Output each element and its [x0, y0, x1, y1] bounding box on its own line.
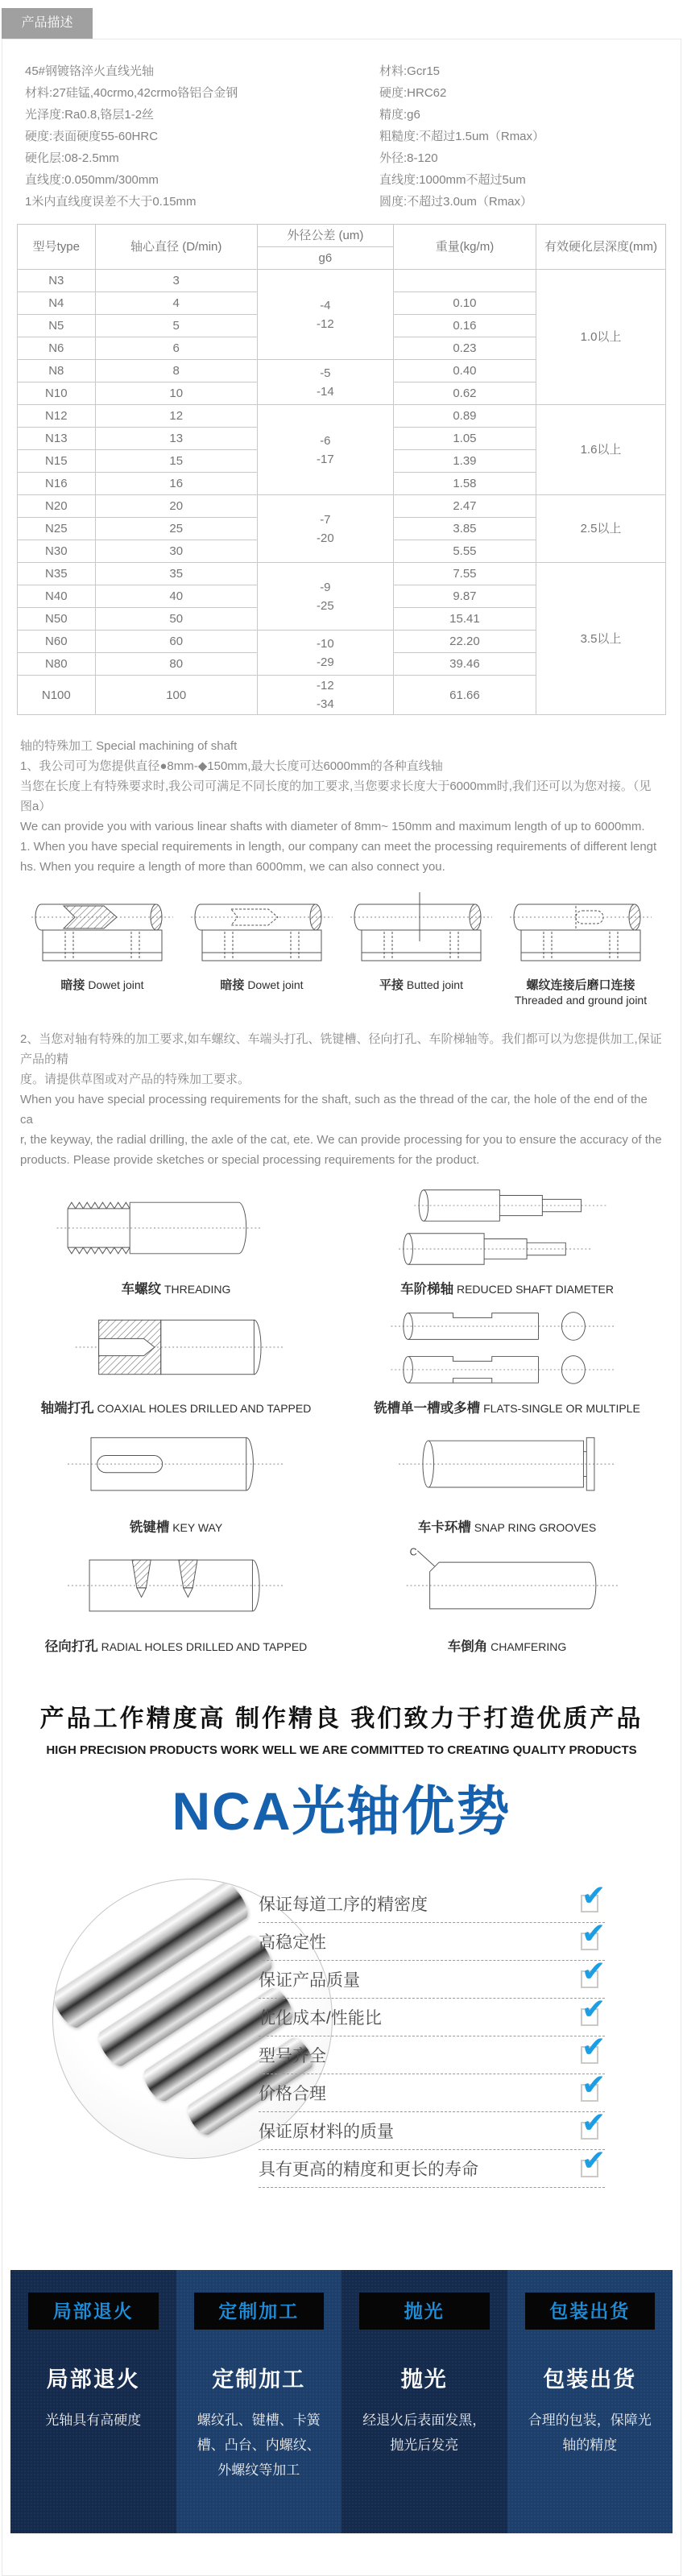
keyway-drawing	[48, 1424, 305, 1513]
joint-caption-en: Threaded and ground joint	[514, 994, 648, 1007]
content-panel	[2, 39, 681, 2576]
checkmark-icon: ✔	[582, 1992, 606, 2025]
advantage-item	[259, 1954, 606, 1999]
footer-badge: 局部退火	[28, 2293, 159, 2330]
footer-description: 经退火后表面发黑，抛光后发亮	[362, 2413, 486, 2453]
machining-caption-zh: 车倒角	[447, 1639, 488, 1654]
machining-caption-zh: 车螺纹	[121, 1282, 162, 1296]
spec-line: 硬度:HRC62	[379, 86, 447, 100]
cell-tolerance: -6 -17	[257, 405, 393, 495]
cell-diameter: 20	[95, 495, 257, 518]
cell-tolerance: -7 -20	[257, 495, 393, 563]
cell-weight: 39.46	[393, 653, 536, 676]
joint-caption-zh: 平接	[379, 978, 404, 992]
joint-diagram	[25, 890, 180, 1008]
text-line: 1、我公司可为您提供直径●8mm-◆150mm,最大长度可达6000mm的各种直线轴	[20, 759, 443, 773]
cell-model: N40	[18, 585, 96, 608]
machining-diagram	[342, 1304, 673, 1423]
cell-weight: 0.10	[393, 292, 536, 315]
machining-caption	[418, 1516, 596, 1536]
machining-caption	[400, 1278, 614, 1297]
machining-caption-en: THREADING	[164, 1283, 231, 1296]
cell-depth: 2.5以上	[536, 495, 665, 563]
machining-diagram	[342, 1542, 673, 1661]
cell-tolerance: -4 -12	[257, 270, 393, 360]
column-header: 型号type	[18, 225, 96, 270]
advantage-label: 保证每道工序的精密度	[259, 1896, 428, 1914]
text-line: r, the keyway, the radial drilling, the axle of the cat, ete. We can provide processing for you to ensure the accuracy of the	[20, 1133, 662, 1147]
checkbox-icon	[581, 2030, 606, 2064]
joint-caption	[344, 978, 499, 993]
cell-diameter: 3	[95, 270, 257, 292]
table-header-row	[18, 225, 666, 247]
cell-model: N16	[18, 473, 96, 495]
checkbox-icon	[581, 2144, 606, 2177]
checkbox-icon	[581, 2106, 606, 2140]
cell-diameter: 100	[95, 676, 257, 715]
column-subheader-g6: g6	[257, 247, 393, 270]
cell-tolerance: -12 -34	[257, 676, 393, 715]
joint-diagram	[184, 890, 339, 1008]
machining-caption-en: FLATS-SINGLE OR MULTIPLE	[483, 1402, 640, 1415]
text-line: 轴的特殊加工 Special machining of shaft	[20, 739, 238, 753]
machining-caption-en: RADIAL HOLES DRILLED AND TAPPED	[101, 1640, 308, 1653]
radial-drawing	[48, 1543, 305, 1632]
cell-weight: 1.58	[393, 473, 536, 495]
spec-line: 45#钢镀铬淬火直线光轴	[25, 64, 155, 78]
joint-caption-zh: 螺纹连接后磨口连接	[526, 978, 635, 992]
process-footer	[10, 2270, 673, 2533]
checkbox-icon	[581, 1916, 606, 1950]
stepped-drawing	[379, 1185, 636, 1275]
cell-weight: 2.47	[393, 495, 536, 518]
cell-depth: 1.6以上	[536, 405, 665, 495]
cell-diameter: 6	[95, 337, 257, 360]
footer-description: 合理的包装，保障光轴的精度	[528, 2413, 652, 2453]
machining-diagram	[10, 1423, 342, 1542]
spec-line: 材料:27硅锰,40crmo,42crmo铬铝合金钢	[25, 86, 238, 100]
advantage-item	[259, 2106, 606, 2150]
cell-weight: 1.39	[393, 450, 536, 473]
table-row	[18, 270, 666, 292]
advantage-label: 优化成本/性能比	[259, 2009, 382, 2028]
footer-description: 螺纹孔、键槽、卡簧槽、凸台、内螺纹、外螺纹等加工	[197, 2413, 321, 2478]
joint-diagram	[344, 890, 499, 1008]
text-line: 当您在长度上有特殊要求时,我公司可满足不同长度的加工要求,当您要求长度大于6000mm时,我们还可以为您对接。（见图a）	[20, 779, 652, 813]
footer-description: 光轴具有高硬度	[45, 2413, 142, 2428]
cell-model: N35	[18, 563, 96, 585]
text-line: When you have special processing requirements for the shaft, such as the thread of the car, the hole of the end of the ca	[20, 1093, 648, 1127]
checkmark-icon: ✔	[582, 2068, 606, 2101]
cell-model: N4	[18, 292, 96, 315]
machining-diagram	[342, 1185, 673, 1304]
advantage-label: 型号齐全	[259, 2047, 326, 2065]
quality-banner	[2, 1698, 681, 1757]
spec-table-body	[18, 270, 666, 715]
cell-model: N30	[18, 540, 96, 563]
cell-weight: 61.66	[393, 676, 536, 715]
footer-badge: 定制加工	[194, 2293, 325, 2330]
column-header: 有效硬化层深度(mm)	[536, 225, 665, 270]
machining-caption-en: REDUCED SHAFT DIAMETER	[456, 1283, 614, 1296]
checkmark-icon: ✔	[582, 1879, 606, 1912]
text-line: 1. When you have special requirements in length, our company can meet the processing requirements of different lengt	[20, 840, 657, 854]
machining-diagram	[10, 1185, 342, 1304]
threaded-ground-drawing	[503, 890, 658, 974]
spec-line: 1米内直线度误差不大于0.15mm	[25, 195, 197, 209]
cell-model: N60	[18, 631, 96, 653]
cell-model: N12	[18, 405, 96, 428]
threading-drawing	[48, 1185, 305, 1275]
checkmark-icon: ✔	[582, 2106, 606, 2139]
joint-caption	[25, 978, 180, 993]
footer-badge: 包装出货	[525, 2293, 656, 2330]
cell-model: N13	[18, 428, 96, 450]
cell-weight: 5.55	[393, 540, 536, 563]
machining-caption-en: COAXIAL HOLES DRILLED AND TAPPED	[97, 1402, 312, 1415]
advantage-item	[259, 1992, 606, 2036]
machining-caption	[45, 1635, 308, 1655]
joint-caption-en: Dowet joint	[88, 978, 144, 991]
dowel-dashed-drawing	[184, 890, 339, 974]
cell-diameter: 13	[95, 428, 257, 450]
flats-drawing	[379, 1305, 636, 1394]
checkmark-icon: ✔	[582, 2144, 606, 2177]
cell-diameter: 60	[95, 631, 257, 653]
machining-caption	[130, 1516, 222, 1536]
cell-model: N80	[18, 653, 96, 676]
column-header: 外径公差 (um)	[257, 225, 393, 247]
cell-weight	[393, 270, 536, 292]
checkbox-icon	[581, 2068, 606, 2102]
spec-line: 硬度:表面硬度55-60HRC	[25, 130, 159, 143]
advantage-item	[259, 2030, 606, 2074]
machining-diagram	[342, 1423, 673, 1542]
spec-line: 圆度:不超过3.0um（Rmax）	[379, 195, 533, 209]
column-header: 轴心直径 (D/min)	[95, 225, 257, 270]
checkmark-icon: ✔	[582, 2030, 606, 2063]
spec-line: 外径:8-120	[379, 151, 438, 165]
footer-badge: 抛光	[359, 2293, 490, 2330]
cell-diameter: 12	[95, 405, 257, 428]
footer-title: 抛光	[400, 2367, 448, 2392]
cell-weight: 7.55	[393, 563, 536, 585]
machining-caption-zh: 铣槽单一槽或多槽	[374, 1401, 481, 1416]
dowel-hatched-drawing	[25, 890, 180, 974]
advantage-section	[2, 1874, 681, 2220]
machining-caption	[448, 1635, 567, 1655]
cell-model: N8	[18, 360, 96, 382]
cell-diameter: 5	[95, 315, 257, 337]
cell-model: N5	[18, 315, 96, 337]
machining-caption-zh: 径向打孔	[44, 1639, 98, 1654]
cell-model: N3	[18, 270, 96, 292]
cell-diameter: 80	[95, 653, 257, 676]
spec-line: 直线度:0.050mm/300mm	[25, 173, 159, 187]
chamfer-drawing	[379, 1543, 636, 1632]
cell-diameter: 50	[95, 608, 257, 631]
cell-diameter: 16	[95, 473, 257, 495]
cell-diameter: 15	[95, 450, 257, 473]
cell-weight: 0.23	[393, 337, 536, 360]
cell-diameter: 30	[95, 540, 257, 563]
text-line: hs. When you require a length of more than 6000mm, we can also connect you.	[20, 860, 445, 874]
machining-caption-en: SNAP RING GROOVES	[474, 1521, 597, 1534]
cell-weight: 0.40	[393, 360, 536, 382]
footer-title: 定制加工	[212, 2367, 306, 2392]
advantage-item	[259, 1879, 606, 1923]
special-requirements-text	[20, 1029, 663, 1170]
cell-weight: 15.41	[393, 608, 536, 631]
text-line: 度。请提供草图或对产品的特殊加工要求。	[20, 1073, 250, 1086]
joint-caption	[503, 978, 658, 1008]
joint-caption-en: Butted joint	[406, 978, 463, 991]
cell-diameter: 10	[95, 382, 257, 405]
cell-model: N100	[18, 676, 96, 715]
spec-line: 光泽度:Ra0.8,铬层1-2丝	[25, 108, 155, 122]
checkbox-icon	[581, 1992, 606, 2026]
cell-model: N10	[18, 382, 96, 405]
cell-model: N25	[18, 518, 96, 540]
footer-column	[10, 2270, 176, 2533]
text-line: 2、当您对轴有特殊的加工要求,如车螺纹、车端头打孔、铣键槽、径向打孔、车阶梯轴等。我们都可以为您提供加工,保证产品的精	[20, 1032, 662, 1066]
footer-column	[342, 2270, 507, 2533]
cell-weight: 0.16	[393, 315, 536, 337]
footer-title: 局部退火	[46, 2367, 140, 2392]
cell-weight: 0.89	[393, 405, 536, 428]
advantage-list	[259, 1879, 606, 2188]
joint-caption-en: Dowet joint	[247, 978, 304, 991]
advantage-label: 保证产品质量	[259, 1971, 360, 1990]
spec-section	[2, 39, 681, 213]
cell-weight: 22.20	[393, 631, 536, 653]
cell-diameter: 8	[95, 360, 257, 382]
checkmark-icon: ✔	[582, 1916, 606, 1950]
cell-weight: 0.62	[393, 382, 536, 405]
spec-table	[17, 224, 666, 715]
machining-caption	[374, 1397, 640, 1416]
text-line: We can provide you with various linear shafts with diameter of 8mm~ 150mm and maximum length of up to 6000mm.	[20, 820, 645, 833]
cell-depth: 3.5以上	[536, 563, 665, 715]
coaxial-drawing	[48, 1305, 305, 1394]
cell-diameter: 35	[95, 563, 257, 585]
banner-line-zh: 产品工作精度高 制作精良 我们致力于打造优质产品	[39, 1706, 644, 1732]
banner-line-en: HIGH PRECISION PRODUCTS WORK WELL WE ARE COMMITTED TO CREATING QUALITY PRODUCTS	[46, 1743, 637, 1757]
spec-line: 硬化层:08-2.5mm	[25, 151, 119, 165]
machining-caption	[41, 1397, 312, 1416]
joint-diagram	[503, 890, 658, 1008]
table-row	[18, 495, 666, 518]
spec-line: 直线度:1000mm不超过5um	[379, 173, 526, 187]
spec-table-head	[18, 225, 666, 270]
cell-weight: 1.05	[393, 428, 536, 450]
joint-caption	[184, 978, 339, 993]
machining-diagram	[10, 1542, 342, 1661]
cell-model: N50	[18, 608, 96, 631]
machining-diagrams	[10, 1185, 673, 1661]
cell-model: N20	[18, 495, 96, 518]
special-machining-text	[20, 736, 663, 877]
cell-depth: 1.0以上	[536, 270, 665, 405]
footer-column	[176, 2270, 342, 2533]
advantage-label: 保证原材料的质量	[259, 2123, 394, 2141]
joint-diagrams	[25, 890, 658, 1008]
machining-caption-zh: 铣键槽	[129, 1520, 170, 1535]
advantage-label: 价格合理	[259, 2085, 326, 2103]
spec-list-left	[25, 60, 379, 213]
advantage-headline: NCA光轴优势	[172, 1781, 511, 1841]
machining-diagram	[10, 1304, 342, 1423]
text-line: products. Please provide sketches or special processing requirements for the product.	[20, 1153, 480, 1167]
machining-caption-zh: 车卡环槽	[417, 1520, 471, 1535]
checkbox-icon	[581, 1954, 606, 1988]
cell-diameter: 4	[95, 292, 257, 315]
cell-weight: 9.87	[393, 585, 536, 608]
machining-caption-en: KEY WAY	[172, 1521, 223, 1534]
machining-caption-zh: 轴端打孔	[40, 1401, 94, 1416]
checkbox-icon	[581, 1879, 606, 1912]
column-header: 重量(kg/m)	[393, 225, 536, 270]
cell-model: N15	[18, 450, 96, 473]
advantage-label: 具有更高的精度和更长的寿命	[259, 2160, 478, 2179]
table-row	[18, 405, 666, 428]
footer-title: 包装出货	[543, 2367, 637, 2392]
machining-caption	[122, 1278, 231, 1297]
cell-tolerance: -5 -14	[257, 360, 393, 405]
advantage-item	[259, 1916, 606, 1961]
cell-weight: 3.85	[393, 518, 536, 540]
advantage-label: 高稳定性	[259, 1933, 326, 1952]
spec-line: 精度:g6	[379, 108, 420, 122]
table-row	[18, 563, 666, 585]
footer-column	[507, 2270, 673, 2533]
advantage-item	[259, 2068, 606, 2112]
svg-text:C: C	[409, 1546, 417, 1558]
cell-diameter: 25	[95, 518, 257, 540]
cell-model: N6	[18, 337, 96, 360]
butted-drawing	[344, 890, 499, 974]
machining-caption-en: CHAMFERING	[491, 1640, 567, 1653]
spec-list-right	[379, 60, 544, 213]
spec-line: 粗糙度:不超过1.5um（Rmax）	[379, 130, 545, 143]
joint-caption-zh: 暗接	[60, 978, 85, 992]
advantage-item	[259, 2144, 606, 2188]
cell-tolerance: -10 -29	[257, 631, 393, 676]
tab-product-description[interactable]: 产品描述	[2, 8, 93, 39]
cell-tolerance: -9 -25	[257, 563, 393, 631]
snapring-drawing	[379, 1424, 636, 1513]
joint-caption-zh: 暗接	[220, 978, 245, 992]
cell-diameter: 40	[95, 585, 257, 608]
checkmark-icon: ✔	[582, 1954, 606, 1987]
spec-line: 材料:Gcr15	[379, 64, 441, 78]
machining-caption-zh: 车阶梯轴	[400, 1282, 454, 1296]
